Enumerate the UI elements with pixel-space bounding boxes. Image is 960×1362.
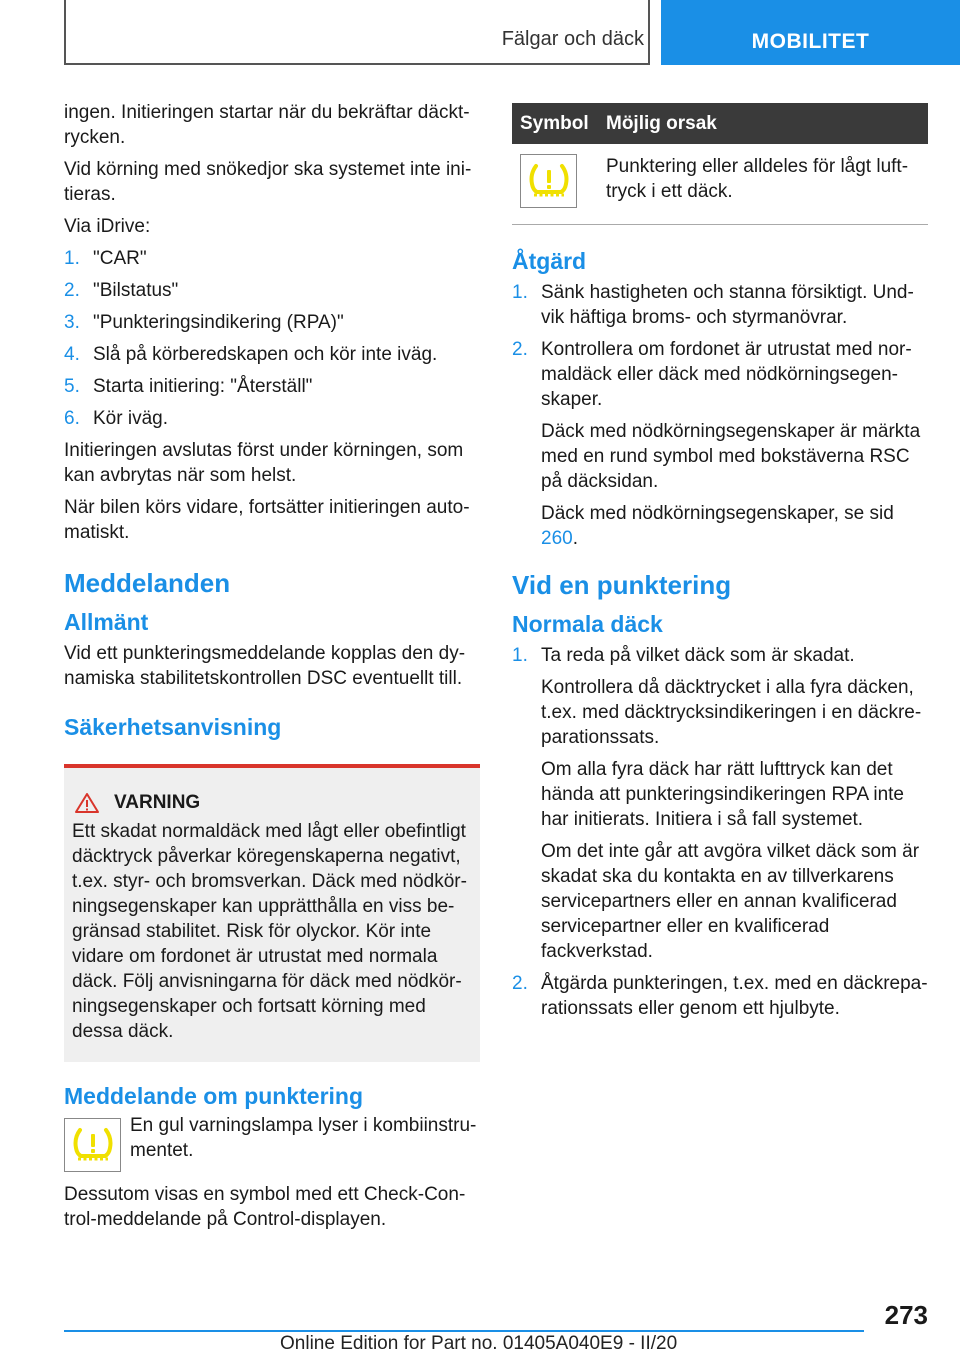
check-control-paragraph: Dessutom visas en symbol med ett Check-Control-meddelande på Control-displayen.	[64, 1184, 466, 1230]
list-item	[512, 337, 928, 551]
warning-text: Ett skadat normaldäck med lågt eller obefintligt däcktryck påverkar köregenskaperna negativt, t.ex. styr- och bromsverkan. Däck med nödkörningsegenskaper kan upprätthålla en viss begränsad stabilitet. Risk för olyckor. Kör inte vidare om fordonet är utrustat med normala däck. Följ anvisningarna för däck med nödkörningsegenskaper och fortsatt körning med dessa däck.	[72, 821, 467, 1042]
heading-safety: Säkerhetsanvisning	[64, 714, 282, 740]
list-item	[512, 971, 928, 1021]
list-item	[512, 280, 928, 330]
step-text: Slå på körberedskapen och kör inte iväg.	[93, 344, 438, 365]
warning-box	[64, 764, 480, 1062]
step-number: 1.	[512, 645, 528, 666]
footer-edition: Online Edition for Part no. 01405A040E9 - II/20	[280, 1333, 678, 1354]
list-item	[64, 310, 480, 335]
page-reference	[541, 501, 928, 551]
action-steps-list	[512, 280, 928, 551]
step-text: Starta initiering: "Återställ"	[93, 376, 313, 397]
list-item	[64, 406, 480, 431]
step-text: "CAR"	[93, 248, 147, 269]
heading-action: Åtgärd	[512, 248, 587, 274]
tpms-lamp-icon-box	[64, 1118, 121, 1172]
step-text: Sänk hastigheten och stanna försiktigt. Undvik häftiga broms- och styrmanövrar.	[541, 282, 914, 328]
tpms-warning-icon	[71, 1126, 115, 1164]
ref-suffix: .	[572, 528, 578, 549]
lamp-text: En gul varningslampa lyser i kombiinstrumentet.	[130, 1115, 477, 1161]
heading-general: Allmänt	[64, 609, 149, 635]
warning-title: VARNING	[114, 792, 201, 813]
normal-steps-list	[512, 643, 928, 1021]
intro-paragraph-2: Vid körning med snökedjor ska systemet inte initieras.	[64, 159, 472, 205]
heading-puncture: Vid en punktering	[512, 570, 732, 600]
tpms-symbol-box	[520, 154, 577, 208]
footer-divider	[64, 1330, 864, 1332]
step-number: 1.	[64, 248, 80, 269]
symbol-cell	[512, 144, 598, 225]
list-item	[64, 278, 480, 303]
ref-prefix: Däck med nödkörningsegenskaper, se sid	[541, 503, 894, 524]
heading-messages: Meddelanden	[64, 568, 231, 598]
left-column	[64, 100, 480, 1239]
header-chapter-tab[interactable]: MOBILITET	[661, 0, 960, 65]
step-number: 2.	[512, 339, 528, 360]
list-item	[64, 342, 480, 367]
step-text: Ta reda på vilket däck som är skadat.	[541, 645, 855, 666]
intro-paragraph-1: ingen. Initieringen startar när du bekräftar däcktrycken.	[64, 102, 470, 148]
list-item	[64, 374, 480, 399]
table-header-row	[512, 103, 928, 144]
step-number: 1.	[512, 282, 528, 303]
page-reference-link[interactable]: 260	[541, 528, 573, 549]
list-item	[512, 643, 928, 964]
right-column	[512, 100, 928, 1028]
col-header-cause: Möjlig orsak	[598, 103, 928, 144]
page-number: 273	[884, 1300, 928, 1330]
step-number: 3.	[64, 312, 80, 333]
step-text: "Punkteringsindikering (RPA)"	[93, 312, 344, 333]
general-paragraph: Vid ett punkteringsmeddelande kopplas den dynamiska stabilitetskontrollen DSC eventuellt till.	[64, 643, 466, 689]
warning-triangle-icon	[74, 792, 100, 814]
step-text: Kontrollera om fordonet är utrustat med normaldäck eller däck med nödkörningsegenskaper.	[541, 339, 912, 410]
lamp-row	[64, 1113, 480, 1172]
step-number: 4.	[64, 344, 80, 365]
via-idrive-label: Via iDrive:	[64, 216, 151, 237]
after-paragraph-2: När bilen körs vidare, fortsätter initieringen automatiskt.	[64, 497, 470, 543]
step-text: "Bilstatus"	[93, 280, 179, 301]
step-text: Om alla fyra däck har rätt lufttryck kan det hända att punkteringsindikeringen RPA inte har initierats. Initiera i så fall systemet.	[541, 759, 905, 830]
symbol-table	[512, 103, 928, 225]
col-header-symbol: Symbol	[512, 103, 598, 144]
step-text: Kör iväg.	[93, 408, 168, 429]
header-section-box	[64, 0, 650, 65]
step-number: 2.	[64, 280, 80, 301]
table-row	[512, 144, 928, 225]
step-text: Åtgärda punkteringen, t.ex. med en däckreparationssats eller genom ett hjulbyte.	[541, 973, 928, 1019]
step-text: Kontrollera då däcktrycket i alla fyra däcken, t.ex. med däcktrycksindikeringen i en däckreparationssats.	[541, 677, 922, 748]
list-item	[64, 246, 480, 271]
heading-normal-tires: Normala däck	[512, 611, 663, 637]
after-paragraph-1: Initieringen avslutas först under körningen, som kan avbrytas när som helst.	[64, 440, 464, 486]
heading-puncture-message: Meddelande om punktering	[64, 1083, 364, 1109]
step-text: Om det inte går att avgöra vilket däck som är skadat ska du kontakta en av tillverkarens servicepartners eller en annan kvalificerad servicepartner eller en kvalificerad fackverkstad.	[541, 841, 920, 962]
header-section-title: Fälgar och däck	[501, 28, 644, 50]
step-text: Däck med nödkörningsegenskaper är märkta med en rund symbol med bokstäverna RSC på däcksidan.	[541, 421, 921, 492]
step-number: 2.	[512, 973, 528, 994]
step-number: 5.	[64, 376, 80, 397]
step-number: 6.	[64, 408, 80, 429]
cause-cell: Punktering eller alldeles för lågt lufttryck i ett däck.	[598, 144, 928, 225]
idrive-steps-list	[64, 246, 480, 431]
warning-header	[72, 790, 472, 815]
tpms-warning-icon	[527, 162, 571, 200]
